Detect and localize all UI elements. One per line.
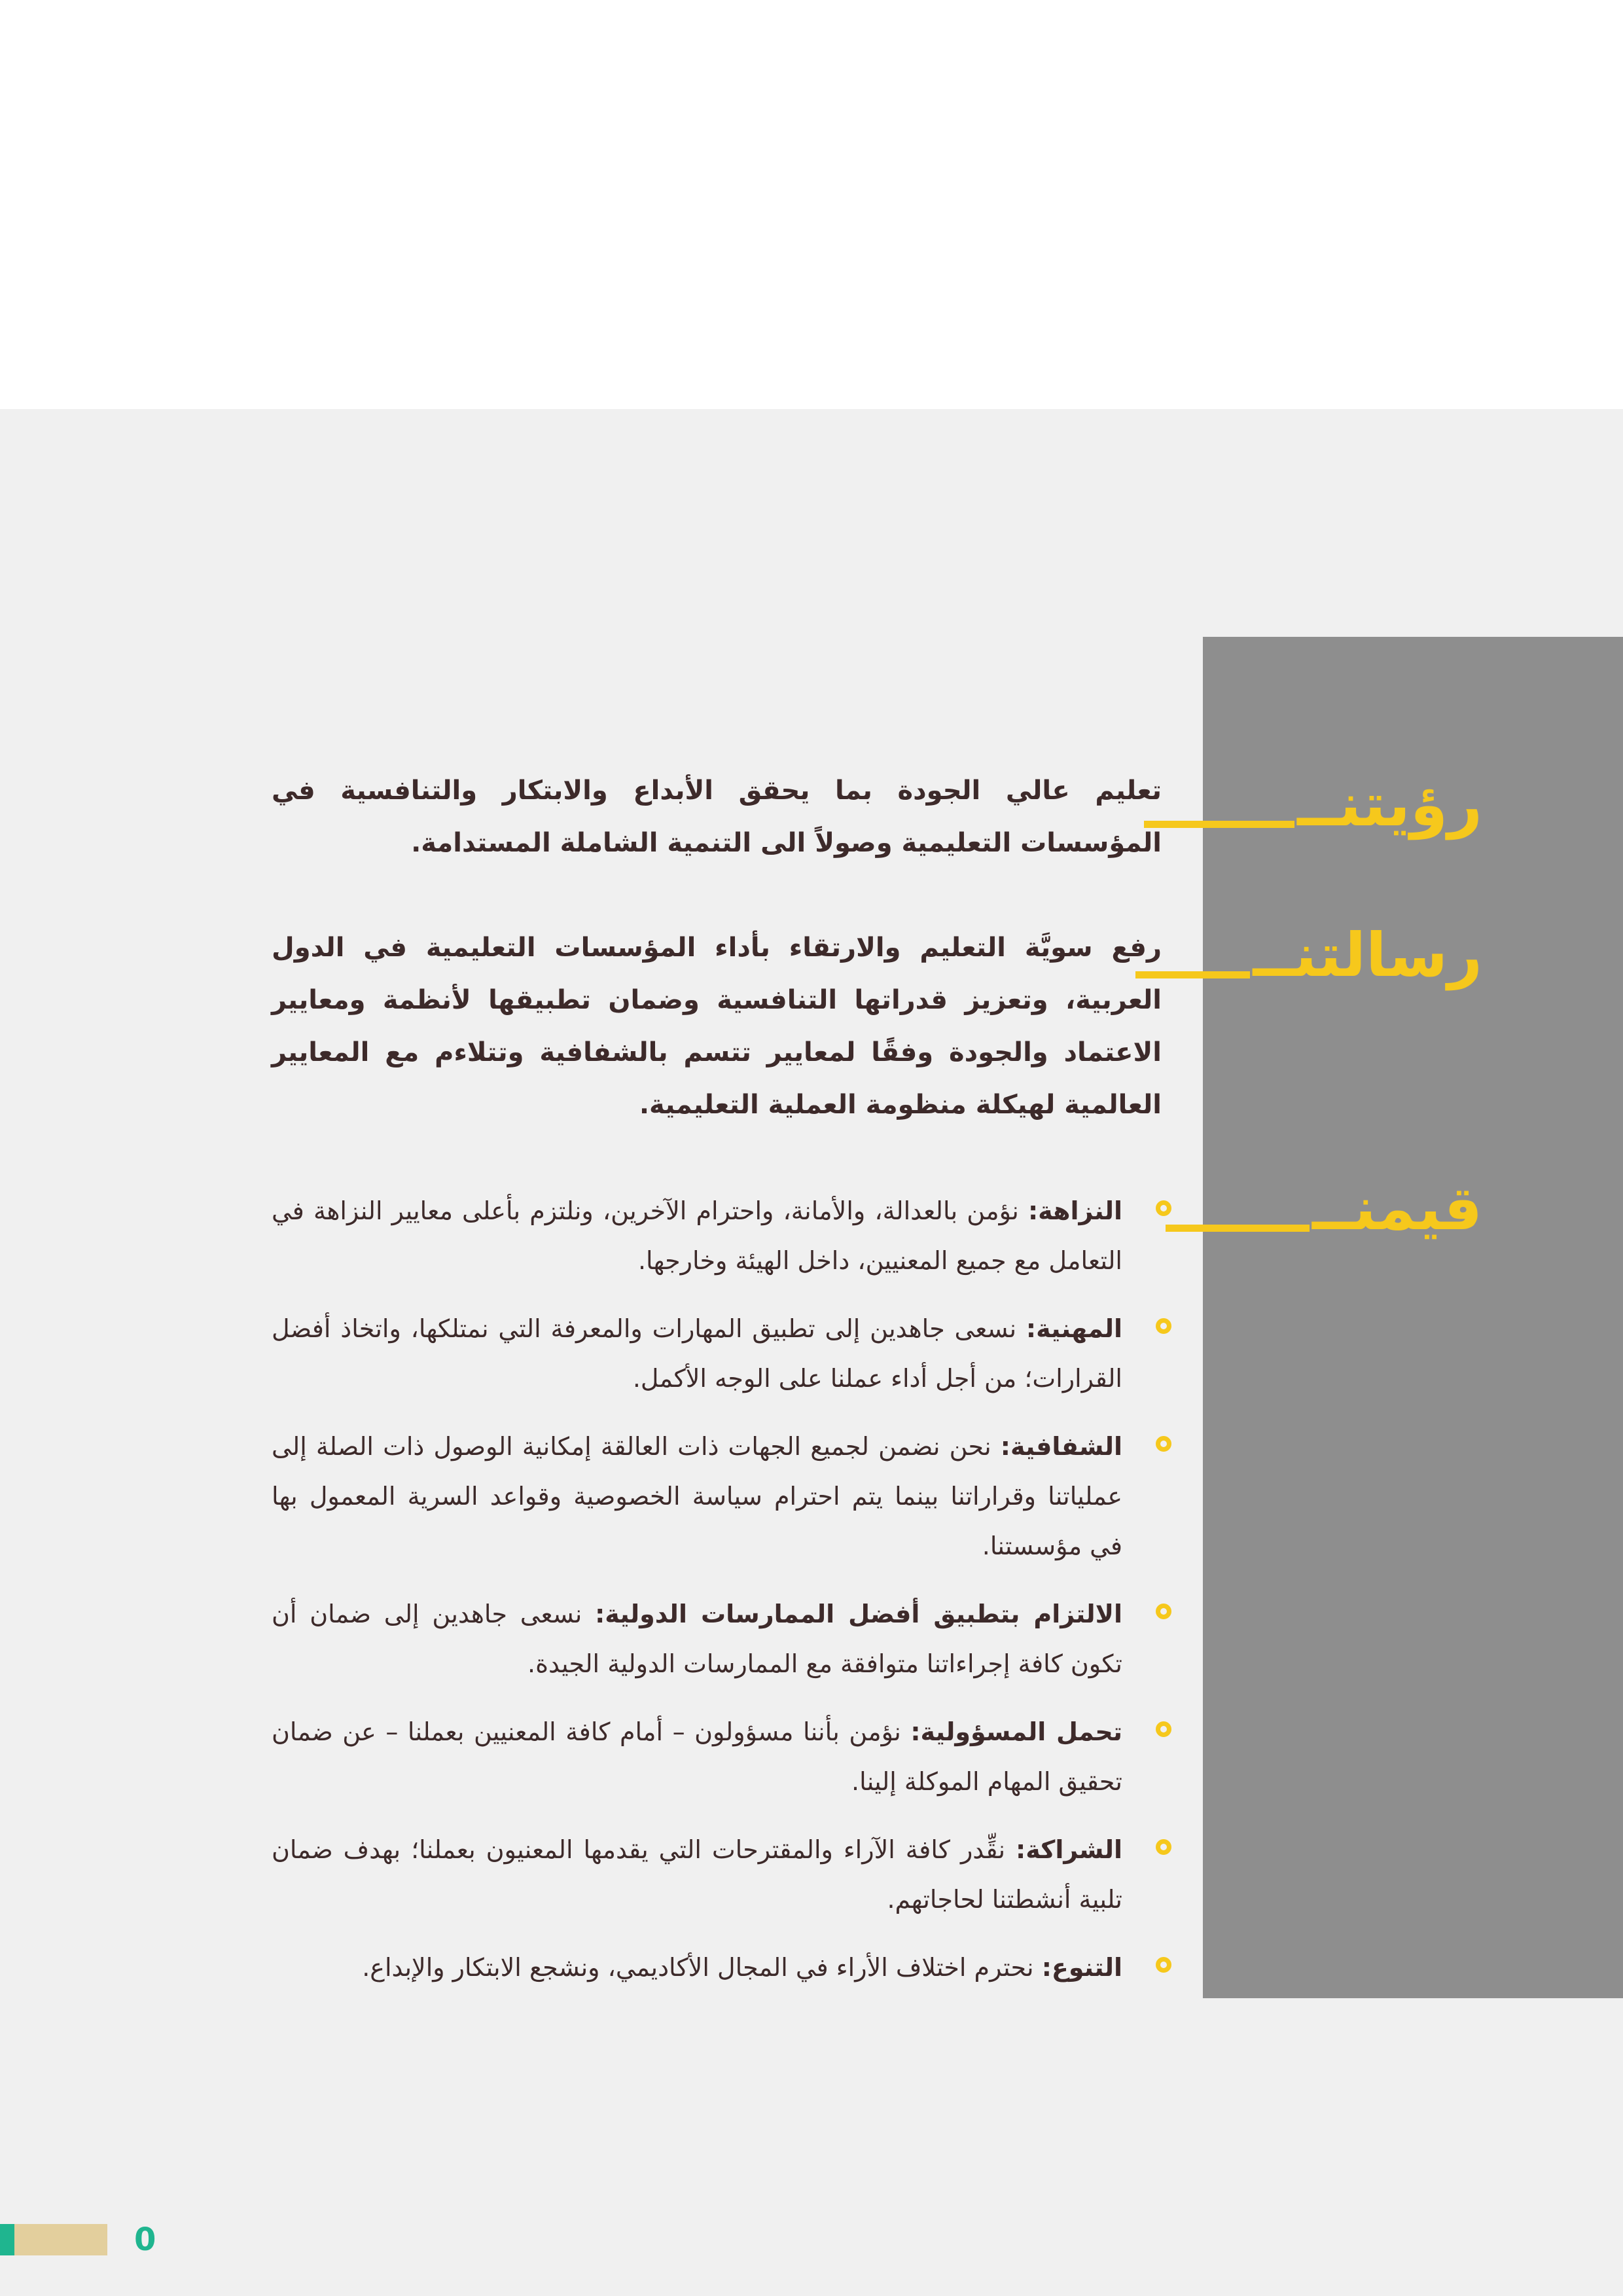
value-term: تحمل المسؤولية: [910,1717,1123,1746]
heading-vision: رؤيتنــ [1144,766,1482,844]
bullet-icon [1156,1200,1171,1216]
value-term: الالتزام بتطبيق أفضل الممارسات الدولية: [595,1600,1122,1628]
value-text: نقِّدر كافة الآراء والمقترحات التي يقدمها المعنيون بعملنا؛ بهدف ضمان تلبية أنشطتنا لحاجاتهم. [272,1835,1122,1914]
vision-text: تعليم عالي الجودة بما يحقق الأبداع والابتكار والتنافسية في المؤسسات التعليمية وصولاً الى التنمية الشاملة المستدامة. [272,776,1162,858]
bullet-icon [1156,1318,1171,1334]
value-item [272,1589,1122,1689]
value-item [272,1943,1122,1992]
value-text: نؤمن بأننا مسؤولون – أمام كافة المعنيين بعملنا – عن ضمان تحقيق المهام الموكلة إلينا. [272,1717,1122,1796]
mission-text: رفع سويَّة التعليم والارتقاء بأداء المؤسسات التعليمية في الدول العربية، وتعزيز قدراتها التنافسية وضمان تطبيقها لأنظمة ومعايير الاعتماد والجودة وفقًا لمعايير تتسم بالشفافية وتتلاءم مع المعايير العالمية لهيكلة منظومة العملية التعليمية. [272,933,1162,1120]
heading-mission: رسالتنــ [1135,916,1482,995]
value-text: نسعى جاهدين إلى ضمان أن تكون كافة إجراءاتنا متوافقة مع الممارسات الدولية الجيدة. [272,1600,1122,1678]
bullet-icon [1156,1721,1171,1737]
heading-values: قيمنــ [1166,1170,1482,1248]
values-list [272,1186,1122,2011]
value-text: نحن نضمن لجميع الجهات ذات العالقة إمكانية الوصول ذات الصلة إلى عملياتنا وقراراتنا بينما يتم احترام سياسة الخصوصية وقواعد السرية المعمول بها في مؤسستنا. [272,1432,1122,1560]
page-number: 0 [134,2221,156,2258]
value-item [272,1186,1122,1285]
value-item [272,1422,1122,1571]
value-term: الشراكة: [1016,1835,1122,1864]
value-text: نسعى جاهدين إلى تطبيق المهارات والمعرفة التي نمتلكها، واتخاذ أفضل القرارات؛ من أجل أداء عملنا على الوجه الأكمل. [272,1314,1122,1393]
heading-tail [1166,1225,1310,1232]
value-term: الشفافية: [1000,1432,1122,1461]
value-text: نحترم اختلاف الأراء في المجال الأكاديمي، ونشجع الابتكار والإبداع. [362,1953,1042,1982]
value-term: المهنية: [1026,1314,1122,1343]
value-item [272,1825,1122,1924]
heading-tail [1144,821,1294,828]
value-text: نؤمن بالعدالة، والأمانة، واحترام الآخرين، ونلتزم بأعلى معايير النزاهة في التعامل مع جميع المعنيين، داخل الهيئة وخارجها. [272,1196,1122,1275]
value-term: النزاهة: [1027,1196,1122,1225]
value-item [272,1304,1122,1403]
bullet-icon [1156,1957,1171,1973]
value-item [272,1707,1122,1806]
footer-green-bar [0,2224,14,2255]
value-term: التنوع: [1041,1953,1122,1982]
footer-tan-bar [14,2224,107,2255]
bullet-icon [1156,1436,1171,1452]
bullet-icon [1156,1839,1171,1855]
bullet-icon [1156,1604,1171,1619]
